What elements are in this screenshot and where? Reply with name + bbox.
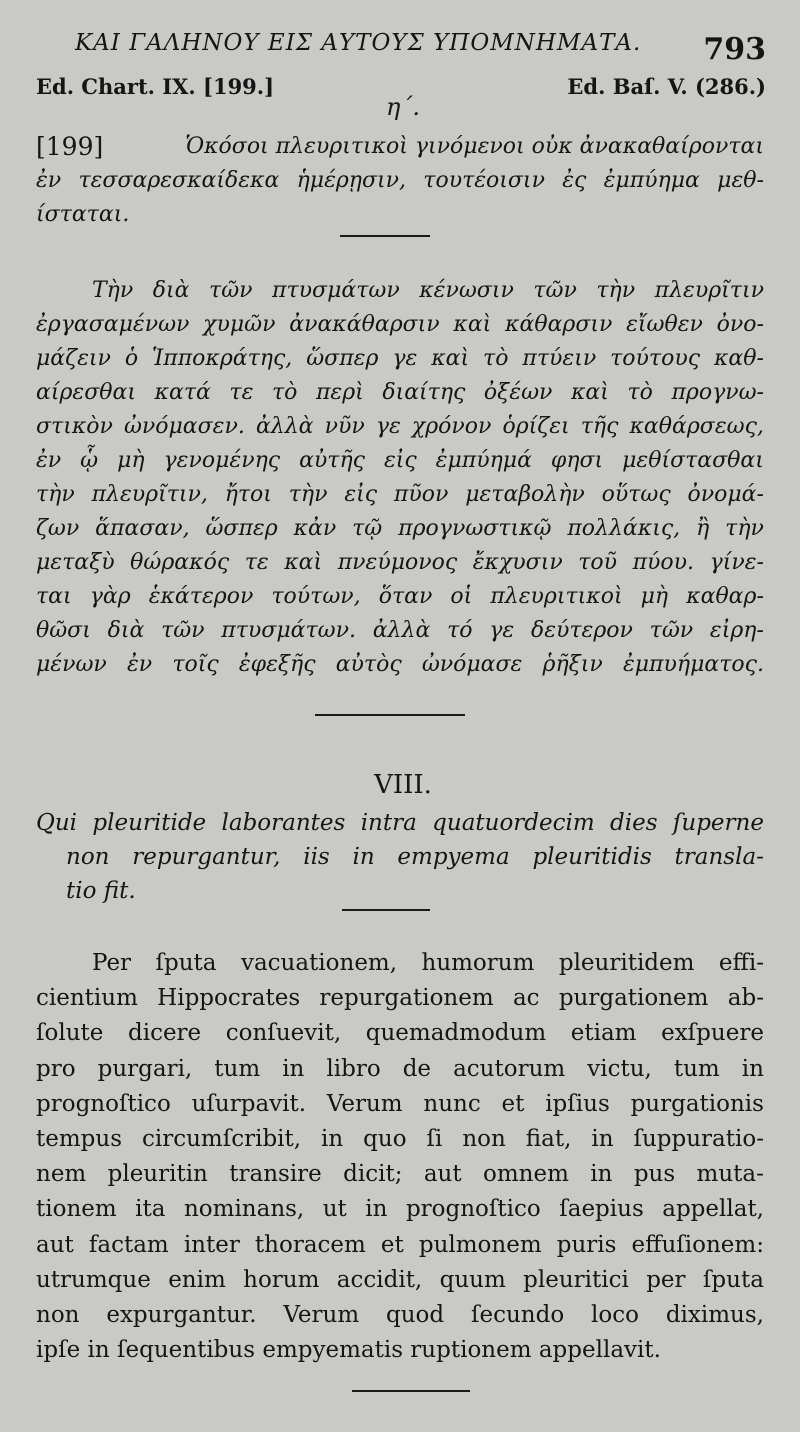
word: τὴν — [288, 482, 328, 507]
word: ἐφεξῆς — [238, 652, 316, 677]
greek-section-number: η΄. — [385, 93, 420, 121]
word: in — [590, 1161, 613, 1188]
word: αὐτὸς — [335, 652, 402, 677]
word: τῶν — [649, 618, 694, 643]
word: fiat, — [525, 1126, 572, 1153]
word: τουτέοισιν — [423, 168, 545, 193]
word: πλευριτικοὶ — [490, 584, 623, 609]
latin-commentary — [36, 946, 764, 1368]
word: exſpuere — [661, 1020, 764, 1047]
word: καθάρσεως, — [629, 414, 764, 439]
word: purgari, — [97, 1055, 193, 1082]
word: diximus, — [665, 1302, 764, 1329]
word: πύου. — [632, 550, 695, 575]
word: quemadmodum — [365, 1020, 547, 1047]
word: ἐν — [36, 448, 62, 473]
word: γε — [392, 346, 418, 371]
word: omnem — [483, 1161, 569, 1188]
word: νῦν — [324, 414, 365, 439]
separator-rule — [342, 909, 430, 911]
word: aut — [36, 1231, 74, 1258]
word: τε — [244, 550, 269, 575]
commentary-line — [36, 1228, 764, 1263]
word: pus — [633, 1161, 676, 1188]
word: αὐτῆς — [299, 448, 365, 473]
commentary-line — [36, 1263, 764, 1298]
word: κένωσιν — [419, 278, 514, 303]
word: ὅταν — [378, 584, 433, 609]
word: κἀν — [293, 516, 337, 541]
word: μάζειν — [36, 346, 111, 371]
word: ἐς — [562, 168, 587, 193]
commentary-line — [36, 274, 764, 308]
word: prognoſtico — [405, 1196, 541, 1223]
word: τὴν — [725, 516, 764, 541]
word: ται — [36, 584, 72, 609]
word: ita — [135, 1196, 166, 1223]
word: ἐμπύημα — [603, 168, 700, 193]
word: iis — [303, 844, 330, 870]
word: victu, — [587, 1055, 652, 1082]
word: αίρεσθαι — [36, 380, 136, 405]
word: quo — [363, 1126, 407, 1153]
word: ζων — [36, 516, 80, 541]
commentary-line — [36, 1157, 764, 1192]
word: accidit, — [336, 1266, 423, 1293]
word: τούτων, — [271, 584, 361, 609]
greek-commentary — [36, 274, 764, 682]
word: loco — [591, 1302, 639, 1329]
word: dies — [610, 810, 658, 836]
word: in — [741, 1055, 764, 1082]
word: purgationem — [558, 985, 709, 1012]
word: ipſius — [545, 1090, 610, 1117]
word: ſecundo — [470, 1302, 565, 1329]
word: τὸ — [271, 380, 298, 405]
word: τῶν — [161, 618, 205, 643]
commentary-line — [36, 342, 764, 376]
word: θώρακός — [130, 550, 230, 575]
word: τὸ — [627, 380, 653, 405]
word: τοῦ — [578, 550, 618, 575]
word: πολλάκις, — [567, 516, 681, 541]
commentary-line — [36, 648, 764, 682]
word: καθαρ- — [686, 584, 764, 609]
commentary-line — [36, 1192, 764, 1227]
word: tionem — [36, 1196, 117, 1223]
word: puris — [556, 1231, 617, 1258]
edition-reference-basel: Ed. Baſ. V. (286.) — [567, 74, 766, 99]
word: laborantes — [221, 810, 346, 836]
word: ab- — [727, 985, 764, 1012]
word: ἐμπυήματος. — [622, 652, 764, 677]
word: in — [365, 1196, 388, 1223]
word: γὰρ — [89, 584, 131, 609]
word: pleuritidem — [558, 950, 695, 976]
word: ὀξέων — [483, 380, 553, 405]
word: τούτους — [610, 346, 701, 371]
commentary-line — [36, 946, 764, 981]
word: uſurpavit. — [191, 1090, 307, 1117]
word: dicit; — [343, 1161, 403, 1188]
commentary-line — [36, 1052, 764, 1087]
commentary-line: ipſe in ſequentibus empyematis ruptionem appellavit. — [36, 1337, 661, 1364]
aphorism-line: tio fit. — [66, 878, 136, 904]
word: δεύτερον — [530, 618, 633, 643]
word: γε — [489, 618, 515, 643]
word: τοῖς — [172, 652, 219, 677]
word: expurgantur. — [106, 1302, 257, 1329]
word: ὀνο- — [716, 312, 764, 337]
word: aut — [423, 1161, 462, 1188]
word: διαίτης — [382, 380, 466, 405]
word: Hippocrates — [157, 985, 301, 1012]
separator-rule — [352, 1390, 470, 1392]
word: transire — [229, 1161, 322, 1188]
word: προγνωστικῷ — [398, 516, 552, 541]
word: μεταξὺ — [36, 550, 115, 575]
word: pleuritide — [92, 810, 207, 836]
word: τῶν — [533, 278, 577, 303]
word: humorum — [421, 950, 535, 976]
word: effi- — [718, 950, 764, 976]
word: circumſcribit, — [141, 1126, 302, 1153]
word: purgationis — [630, 1090, 764, 1117]
word: προγνω- — [671, 380, 764, 405]
latin-aphorism — [36, 806, 764, 908]
word: nem — [36, 1161, 87, 1188]
word: transla- — [674, 844, 764, 870]
word: τε — [229, 380, 254, 405]
word: nunc — [423, 1090, 481, 1117]
word: ἅπασαν, — [95, 516, 190, 541]
word: empyema — [397, 844, 510, 870]
word: tum — [214, 1055, 261, 1082]
commentary-line — [36, 478, 764, 512]
word: οἱ — [450, 584, 473, 609]
word: non — [36, 1302, 80, 1329]
word: et — [501, 1090, 525, 1117]
word: πλευρῖτιν, — [91, 482, 208, 507]
aphorism-line — [36, 130, 764, 164]
word: enim — [168, 1266, 226, 1293]
separator-rule — [315, 714, 465, 716]
word: et — [380, 1231, 404, 1258]
word: Verum — [283, 1302, 360, 1329]
word: ὥσπερ — [205, 516, 278, 541]
word: ἀλλὰ — [372, 618, 431, 643]
word: muta- — [696, 1161, 764, 1188]
word: inter — [183, 1231, 240, 1258]
word: acutorum — [453, 1055, 566, 1082]
word: dicere — [127, 1020, 202, 1047]
word: libro — [326, 1055, 381, 1082]
word: quatuordecim — [432, 810, 595, 836]
word: κάθαρσιν — [505, 312, 613, 337]
word: εἰρη- — [709, 618, 764, 643]
word: γίνε- — [709, 550, 764, 575]
word: περὶ — [315, 380, 364, 405]
commentary-line — [36, 546, 764, 580]
word: τὴν — [36, 482, 75, 507]
word: χυμῶν — [203, 312, 276, 337]
aphorism-line: ίσταται. — [36, 202, 130, 227]
commentary-line — [36, 512, 764, 546]
word: ᾧ — [80, 448, 99, 473]
word: conſuevit, — [225, 1020, 342, 1047]
word: in — [352, 844, 375, 870]
word: μεταβολὴν — [465, 482, 585, 507]
commentary-line — [36, 1087, 764, 1122]
word: pleuritidis — [532, 844, 652, 870]
word: ἀνακάθαρσιν — [289, 312, 440, 337]
word: horum — [243, 1266, 320, 1293]
word: ὥσπερ — [306, 346, 379, 371]
word: πῦον — [393, 482, 449, 507]
edition-reference-chartier: Ed. Chart. IX. [199.] — [36, 74, 275, 99]
word: πλευρῖτιν — [654, 278, 764, 303]
word: quum — [439, 1266, 506, 1293]
word: etiam — [570, 1020, 637, 1047]
aphorism-line — [36, 806, 764, 840]
word: στικὸν — [36, 414, 113, 439]
word: ἐμπύημά — [435, 448, 532, 473]
word: ἤτοι — [224, 482, 272, 507]
word: ſputa — [155, 950, 217, 976]
word: prognoſtico — [36, 1090, 171, 1117]
commentary-line — [36, 376, 764, 410]
word: τεσσαρεσκαίδεκα — [78, 168, 280, 193]
word: ὀνομά- — [687, 482, 764, 507]
commentary-line — [36, 1016, 764, 1051]
word: μὴ — [117, 448, 145, 473]
word: in — [591, 1126, 614, 1153]
word: θῶσι — [36, 618, 91, 643]
word: Τὴν — [92, 278, 134, 303]
word: ſuperne — [672, 810, 764, 836]
word: de — [402, 1055, 432, 1082]
commentary-line — [36, 410, 764, 444]
word: οὕτως — [601, 482, 671, 507]
commentary-line — [36, 444, 764, 478]
word: καὶ — [431, 346, 470, 371]
word: γε — [375, 414, 401, 439]
commentary-line — [36, 580, 764, 614]
word: πνεύμονος — [337, 550, 458, 575]
running-head: ΚΑΙ ΓΑΛΗΝΟΥ ΕΙΣ ΑΥΤΟΥΣ ΥΠΟΜΝΗΜΑΤΑ. — [75, 30, 642, 56]
aphorism-line — [36, 840, 764, 874]
word: καὶ — [453, 312, 492, 337]
word: ὠνόμασεν. — [123, 414, 245, 439]
separator-rule — [340, 235, 430, 237]
word: ἐργασαμένων — [36, 312, 190, 337]
word: Verum — [326, 1090, 403, 1117]
word: ἀλλὰ — [255, 414, 314, 439]
word: τὴν — [596, 278, 636, 303]
word: thoracem — [254, 1231, 366, 1258]
word: γενομένης — [163, 448, 281, 473]
word: μεθ- — [717, 168, 764, 193]
word: χρόνον — [411, 414, 492, 439]
word: τῆς — [580, 414, 619, 439]
word: μεθίστασθαι — [622, 448, 764, 473]
word: ſaepius — [559, 1196, 644, 1223]
word: repurgationem — [319, 985, 494, 1012]
word: vacuationem, — [240, 950, 398, 976]
word: effuſionem: — [631, 1231, 764, 1258]
word: κατά — [154, 380, 211, 405]
word: πτυσμάτων. — [221, 618, 356, 643]
aphorism-line — [36, 164, 764, 198]
word: in — [282, 1055, 305, 1082]
word: tempus — [36, 1126, 123, 1153]
word: tum — [673, 1055, 720, 1082]
word: ῥῆξιν — [542, 652, 603, 677]
word: appellat, — [662, 1196, 764, 1223]
commentary-line — [36, 981, 764, 1016]
word: πτυσμάτων — [272, 278, 400, 303]
word: εἴωθεν — [626, 312, 703, 337]
aphorism-line-text: Ὁκόσοι πλευριτικοὶ γινόμενοι οὐκ ἀνακαθαίρονται — [185, 134, 764, 159]
commentary-line — [36, 1122, 764, 1157]
word: τῷ — [352, 516, 383, 541]
word: non — [462, 1126, 506, 1153]
word: καὶ — [284, 550, 323, 575]
word: πτύειν — [522, 346, 597, 371]
word: καὶ — [570, 380, 609, 405]
latin-section-heading: VIII. — [374, 770, 432, 800]
word: ὠνόμασε — [421, 652, 523, 677]
word: τό — [447, 618, 473, 643]
word: ſi — [426, 1126, 443, 1153]
word: καθ- — [713, 346, 764, 371]
page-number: 793 — [703, 32, 766, 67]
word: διὰ — [107, 618, 145, 643]
word: non — [66, 844, 110, 870]
word: factam — [88, 1231, 169, 1258]
word: τῶν — [209, 278, 253, 303]
word: ὁρίζει — [502, 414, 570, 439]
word: per — [646, 1266, 686, 1293]
commentary-line — [36, 1298, 764, 1333]
word: intra — [360, 810, 417, 836]
word: ſputa — [702, 1266, 764, 1293]
word: nominans, — [183, 1196, 305, 1223]
word: pleuritici — [523, 1266, 629, 1293]
word: repurgantur, — [132, 844, 281, 870]
word: μένων — [36, 652, 107, 677]
word: utrumque — [36, 1266, 151, 1293]
word: in — [321, 1126, 344, 1153]
word: διὰ — [152, 278, 190, 303]
word: εἰς — [383, 448, 417, 473]
word: ſuppuratio- — [633, 1126, 764, 1153]
commentary-line — [36, 614, 764, 648]
word: ac — [512, 985, 540, 1012]
word: ἡμέρῃσιν, — [296, 168, 407, 193]
greek-aphorism — [36, 130, 764, 232]
word: pro — [36, 1055, 76, 1082]
word: μὴ — [640, 584, 669, 609]
word: Ἱπποκράτης, — [151, 346, 293, 371]
word: Per — [92, 950, 132, 976]
word: ſolute — [36, 1020, 104, 1047]
word: pulmonem — [418, 1231, 542, 1258]
word: ἔκχυσιν — [472, 550, 563, 575]
word: cientium — [36, 985, 138, 1012]
commentary-line — [36, 308, 764, 342]
word: ἐν — [36, 168, 62, 193]
word: ὁ — [124, 346, 139, 371]
word: ἐν — [126, 652, 153, 677]
word: φησι — [550, 448, 604, 473]
word: ἢ — [696, 516, 710, 541]
word: εἰς — [344, 482, 378, 507]
aphorism-number: [199] — [36, 132, 104, 161]
word: ut — [322, 1196, 347, 1223]
word: τὸ — [483, 346, 509, 371]
word: ἑκάτερον — [148, 584, 254, 609]
word: quod — [386, 1302, 445, 1329]
word: Qui — [36, 810, 78, 836]
word: pleuritin — [107, 1161, 208, 1188]
